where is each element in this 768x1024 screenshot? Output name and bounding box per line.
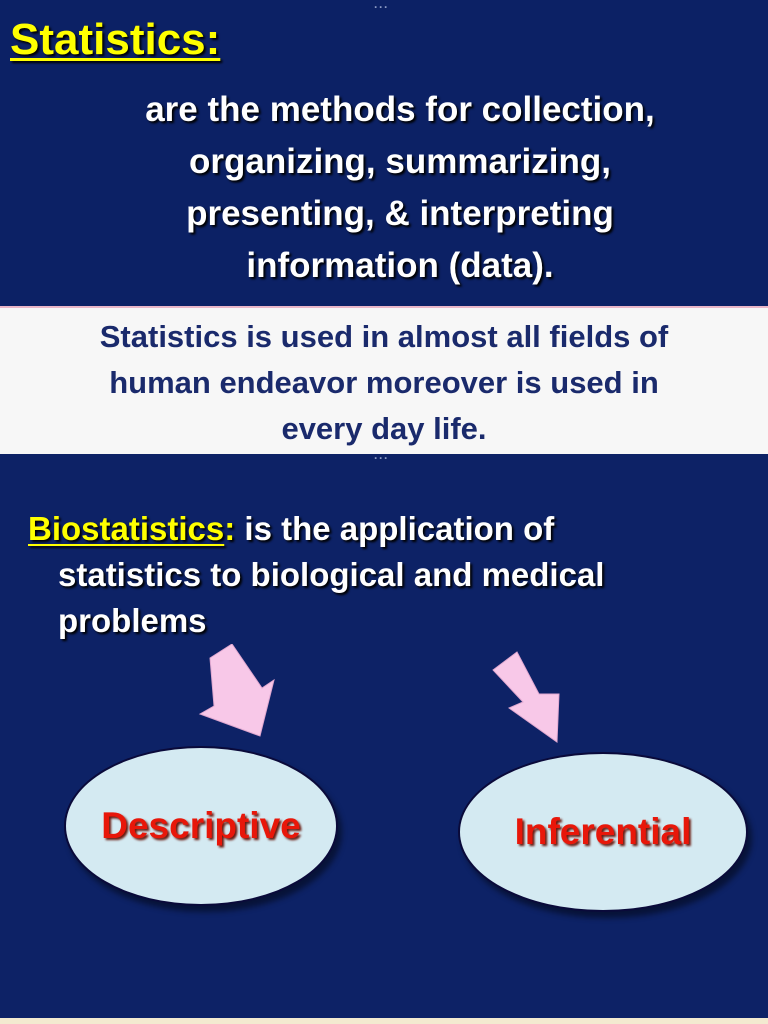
usage-band (0, 306, 768, 456)
definition-line: statistics to biological and medical (58, 556, 605, 593)
definition-line: information (data). (246, 246, 554, 285)
definition-line: presenting, & interpreting (186, 194, 614, 233)
definition-line: are the methods for collection, (145, 90, 655, 129)
usage-text (0, 314, 768, 452)
down-arrow-icon (180, 644, 290, 744)
definition-line: organizing, summarizing, (189, 142, 611, 181)
descriptive-ellipse (64, 746, 338, 906)
usage-line: every day life. (281, 411, 487, 446)
statistics-slide (0, 0, 768, 306)
more-dots-icon: ··· (374, 0, 389, 14)
bottom-strip (0, 1018, 768, 1024)
definition-line: problems (58, 602, 207, 639)
statistics-title: Statistics: (10, 15, 221, 64)
more-dots-icon: ··· (374, 451, 389, 465)
biostatistics-definition (28, 506, 748, 644)
inferential-label: Inferential (514, 811, 692, 852)
definition-first-line: is the application of (235, 510, 555, 547)
biostatistics-term: Biostatistics (28, 510, 225, 547)
usage-line: Statistics is used in almost all fields of (99, 319, 669, 354)
biostatistics-colon: : (224, 510, 236, 547)
descriptive-label: Descriptive (101, 805, 301, 846)
inferential-ellipse (458, 752, 748, 912)
statistics-definition (40, 84, 760, 292)
usage-line: human endeavor moreover is used in (109, 365, 659, 400)
biostatistics-slide (0, 451, 768, 1018)
down-arrow-icon (485, 644, 595, 744)
